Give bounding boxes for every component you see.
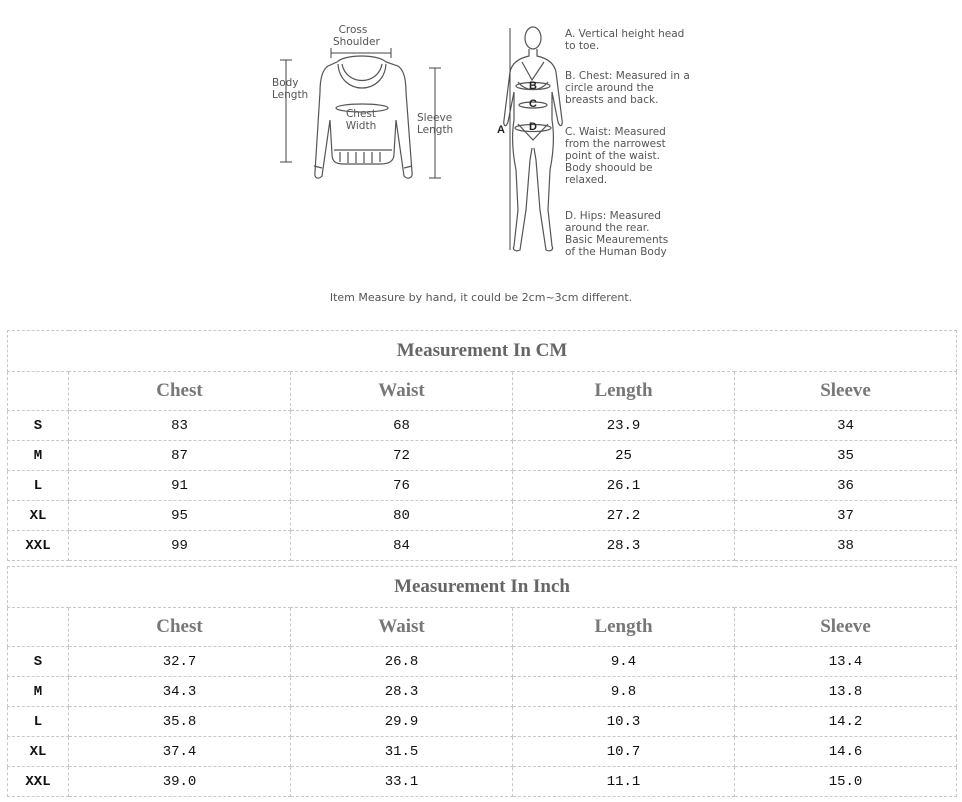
size-cell: XXL <box>8 531 69 561</box>
value-cell: 84 <box>291 531 513 561</box>
size-cell: L <box>8 707 69 737</box>
value-cell: 27.2 <box>513 501 735 531</box>
table-header-row <box>8 608 957 647</box>
value-cell: 99 <box>69 531 291 561</box>
value-cell: 26.8 <box>291 647 513 677</box>
value-cell: 29.9 <box>291 707 513 737</box>
definition-b: B. Chest: Measured in a circle around the breasts and back. <box>565 70 690 106</box>
header-cell: Sleeve <box>735 608 957 647</box>
value-cell: 34 <box>735 411 957 441</box>
value-cell: 35 <box>735 441 957 471</box>
chest-width-label: Chest Width <box>345 108 377 132</box>
body-letter-a: A <box>497 124 505 136</box>
value-cell: 28.3 <box>513 531 735 561</box>
table-row <box>8 707 957 737</box>
value-cell: 39.0 <box>69 767 291 797</box>
table-row <box>8 737 957 767</box>
body-letter-d: D <box>529 121 537 133</box>
header-cell: Chest <box>69 608 291 647</box>
value-cell: 80 <box>291 501 513 531</box>
body-length-label: Body Length <box>272 77 309 101</box>
value-cell: 91 <box>69 471 291 501</box>
value-cell: 33.1 <box>291 767 513 797</box>
value-cell: 13.8 <box>735 677 957 707</box>
sleeve-length-label: Sleeve Length <box>417 112 454 136</box>
value-cell: 37 <box>735 501 957 531</box>
size-cell: XL <box>8 737 69 767</box>
value-cell: 15.0 <box>735 767 957 797</box>
value-cell: 14.2 <box>735 707 957 737</box>
value-cell: 31.5 <box>291 737 513 767</box>
cross-shoulder-label: Cross Shoulder <box>333 24 380 48</box>
value-cell: 87 <box>69 441 291 471</box>
value-cell: 38 <box>735 531 957 561</box>
header-cell: Waist <box>291 372 513 411</box>
definition-a: A. Vertical height head to toe. <box>565 28 685 52</box>
header-cell: Waist <box>291 608 513 647</box>
header-cell: Chest <box>69 372 291 411</box>
header-cell: Sleeve <box>735 372 957 411</box>
table-row <box>8 531 957 561</box>
size-table-cm <box>7 330 957 561</box>
table-row <box>8 677 957 707</box>
definition-d: D. Hips: Measured around the rear. Basic Meaurements of the Human Body <box>565 210 669 258</box>
body-figure-drawing <box>504 27 562 251</box>
value-cell: 11.1 <box>513 767 735 797</box>
table-header-row <box>8 372 957 411</box>
measurement-guide-figure <box>0 0 962 320</box>
table-row <box>8 441 957 471</box>
body-letter-b: B <box>529 80 537 92</box>
size-cell: L <box>8 471 69 501</box>
header-cell: Length <box>513 372 735 411</box>
value-cell: 34.3 <box>69 677 291 707</box>
size-cell: S <box>8 647 69 677</box>
definition-c: C. Waist: Measured from the narrowest point of the waist. Body shoould be relaxed. <box>565 126 666 186</box>
value-cell: 32.7 <box>69 647 291 677</box>
table-row <box>8 767 957 797</box>
value-cell: 25 <box>513 441 735 471</box>
value-cell: 95 <box>69 501 291 531</box>
value-cell: 76 <box>291 471 513 501</box>
header-cell: Length <box>513 608 735 647</box>
value-cell: 10.3 <box>513 707 735 737</box>
value-cell: 35.8 <box>69 707 291 737</box>
header-cell <box>8 608 69 647</box>
value-cell: 26.1 <box>513 471 735 501</box>
size-cell: S <box>8 411 69 441</box>
value-cell: 10.7 <box>513 737 735 767</box>
value-cell: 13.4 <box>735 647 957 677</box>
table-title: Measurement In CM <box>8 331 957 372</box>
value-cell: 14.6 <box>735 737 957 767</box>
size-cell: M <box>8 441 69 471</box>
size-table-inch <box>7 566 957 797</box>
value-cell: 9.4 <box>513 647 735 677</box>
header-cell <box>8 372 69 411</box>
measure-note: Item Measure by hand, it could be 2cm~3cm different. <box>329 291 633 304</box>
table-row <box>8 501 957 531</box>
table-title: Measurement In Inch <box>8 567 957 608</box>
size-cell: M <box>8 677 69 707</box>
value-cell: 83 <box>69 411 291 441</box>
value-cell: 37.4 <box>69 737 291 767</box>
value-cell: 36 <box>735 471 957 501</box>
table-row <box>8 411 957 441</box>
value-cell: 72 <box>291 441 513 471</box>
value-cell: 68 <box>291 411 513 441</box>
value-cell: 28.3 <box>291 677 513 707</box>
table-row <box>8 471 957 501</box>
value-cell: 23.9 <box>513 411 735 441</box>
value-cell: 9.8 <box>513 677 735 707</box>
size-cell: XL <box>8 501 69 531</box>
size-cell: XXL <box>8 767 69 797</box>
body-letter-c: C <box>529 98 537 110</box>
table-row <box>8 647 957 677</box>
measurement-illustration <box>0 0 962 320</box>
